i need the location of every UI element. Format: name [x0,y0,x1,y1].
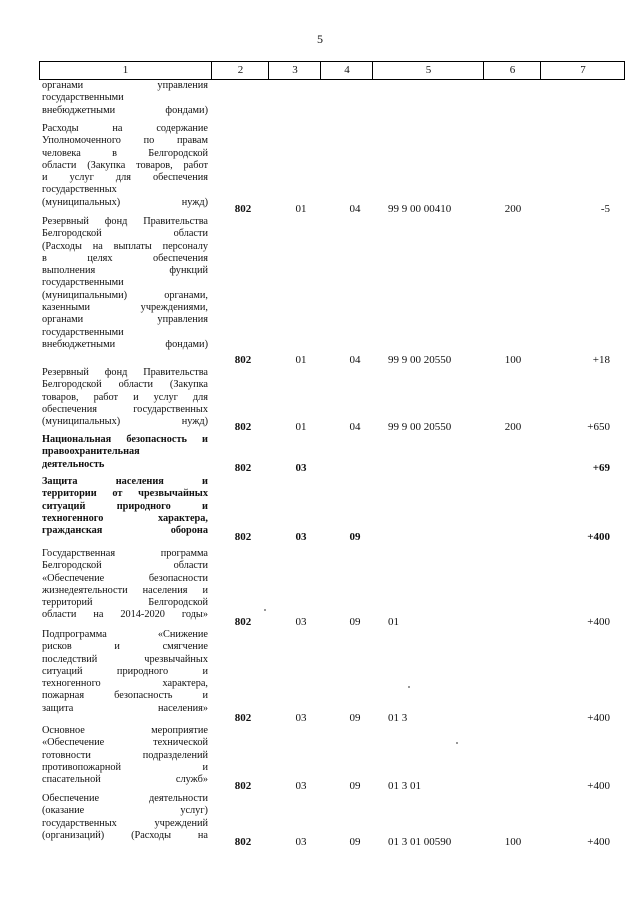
description-line: Резервный фонд Правительства [42,367,208,378]
description-line: Резервный фонд Правительства [42,216,208,227]
description-line: (оказание услуг) [42,805,208,817]
cell-c5: 01 3 01 00590 [388,836,452,848]
cell-c3: 03 [295,712,307,724]
description-line: государственными [42,92,124,104]
table-body [0,80,640,905]
row-description [42,548,208,622]
header-cell-5: 5 [372,62,484,79]
scan-speck [408,686,410,688]
description-line: Основное мероприятие [42,725,208,736]
description-line: в целях обеспечения [42,252,208,264]
cell-c4: 04 [349,421,361,433]
cell-c7: +18 [592,354,610,366]
cell-c6: 200 [504,421,522,433]
description-line: (организаций) (Расходы на [42,829,208,841]
row-description [42,629,208,715]
description-line: Белгородской области [42,560,208,572]
description-line: Защита населения и [42,476,208,487]
description-line: деятельность [42,458,105,470]
cell-c3: 01 [295,203,307,215]
cell-c7: +400 [587,531,610,543]
cell-c7: +400 [587,780,610,792]
description-line: Государственная программа [42,548,208,559]
description-line: жизнедеятельности населения и [42,584,208,596]
cell-c4: 09 [349,780,361,792]
cell-c4: 04 [349,203,361,215]
cell-c3: 03 [295,836,307,848]
description-line: пожарная безопасность и [42,690,208,702]
row-description [42,725,208,786]
cell-c2: 802 [234,780,252,792]
description-line: «Обеспечение технической [42,737,208,749]
description-line: человека в Белгородской [42,147,208,159]
description-line: государственных [42,184,117,196]
header-cell-1: 1 [122,64,129,76]
cell-c2: 802 [234,462,252,474]
cell-c4: 09 [349,616,361,628]
cell-c5: 01 3 [388,712,408,724]
description-line: внебюджетными фондами) [42,104,208,116]
description-line: Белгородской области [42,228,208,240]
description-line: спасательной служб» [42,774,208,786]
cell-c2: 802 [234,836,252,848]
description-line: государственными [42,277,124,289]
description-line: Подпрограмма «Снижение [42,629,208,640]
cell-c7: +400 [587,836,610,848]
header-cell-6: 6 [483,62,541,79]
description-line: органами управления [42,314,208,326]
description-line: защита населения» [42,702,208,714]
row-description [42,216,208,351]
cell-c4: 09 [349,531,361,543]
description-line: Уполномоченного по правам [42,135,208,147]
cell-c5: 99 9 00 20550 [388,421,452,433]
cell-c5: 01 [388,616,399,628]
row-description [42,434,208,471]
cell-c2: 802 [234,421,252,433]
cell-c7: +400 [587,712,610,724]
description-line: (Расходы на выплаты персоналу [42,240,208,252]
description-line: техногенного характера, [42,512,208,524]
header-cell-7: 7 [540,62,625,79]
cell-c3: 01 [295,354,307,366]
description-line: территории от чрезвычайных [42,488,208,500]
description-line: (муниципальных) нужд) [42,416,208,428]
description-line: Обеспечение деятельности [42,793,208,804]
cell-c6: 200 [504,203,522,215]
description-line: техногенного характера, [42,678,208,690]
description-line: противопожарной и [42,761,208,773]
description-line: государственных учреждений [42,817,208,829]
description-line: обеспечения государственных [42,403,208,415]
page-number: 5 [317,32,323,46]
description-line: гражданская оборона [42,525,208,537]
description-line: области (Закупка товаров, работ [42,159,208,171]
description-line: внебюджетными фондами) [42,338,208,350]
description-line: Национальная безопасность и [42,434,208,445]
description-line: готовности подразделений [42,749,208,761]
cell-c6: 100 [504,354,522,366]
description-line: ситуаций природного и [42,665,208,677]
row-description [42,793,208,842]
cell-c3: 03 [295,531,307,543]
cell-c4: 09 [349,712,361,724]
cell-c5: 99 9 00 20550 [388,354,452,366]
description-line: области на 2014-2020 годы» [42,609,208,621]
cell-c2: 802 [234,531,252,543]
description-line: Белгородской области (Закупка [42,379,208,391]
description-line: ситуаций природного и [42,500,208,512]
cell-c3: 03 [295,462,307,474]
description-line: выполнения функций [42,265,208,277]
cell-c7: +650 [587,421,610,433]
header-cell-4: 4 [320,62,373,79]
cell-c2: 802 [234,203,252,215]
cell-c3: 01 [295,421,307,433]
cell-c2: 802 [234,616,252,628]
description-line: и услуг для обеспечения [42,172,208,184]
row-description [42,476,208,537]
cell-c7: -5 [600,203,610,215]
row-description [42,123,208,209]
description-line: товаров, работ и услуг для [42,391,208,403]
description-line: правоохранительная [42,446,140,458]
description-line: рисков и смягчение [42,641,208,653]
description-line: территорий Белгородской [42,597,208,609]
cell-c7: +69 [592,462,610,474]
description-line: (муниципальными) органами, [42,289,208,301]
description-line: Расходы на содержание [42,123,208,134]
cell-c2: 802 [234,354,252,366]
cell-c4: 09 [349,836,361,848]
description-line: государственными [42,326,124,338]
scan-speck [264,609,266,611]
description-line: (муниципальных) нужд) [42,196,208,208]
header-cell-3: 3 [268,62,321,79]
cell-c2: 802 [234,712,252,724]
cell-c6: 100 [504,836,522,848]
row-description [42,367,208,428]
table-header [39,61,625,80]
description-line: органами управления [42,80,208,91]
cell-c5: 99 9 00 00410 [388,203,452,215]
cell-c3: 03 [295,616,307,628]
row-description [42,80,208,117]
cell-c3: 03 [295,780,307,792]
description-line: казенными учреждениями, [42,302,208,314]
cell-c7: +400 [587,616,610,628]
header-cell-2: 2 [211,62,269,79]
scan-speck [456,742,458,744]
cell-c4: 04 [349,354,361,366]
description-line: «Обеспечение безопасности [42,572,208,584]
description-line: последствий чрезвычайных [42,653,208,665]
cell-c5: 01 3 01 [388,780,421,792]
